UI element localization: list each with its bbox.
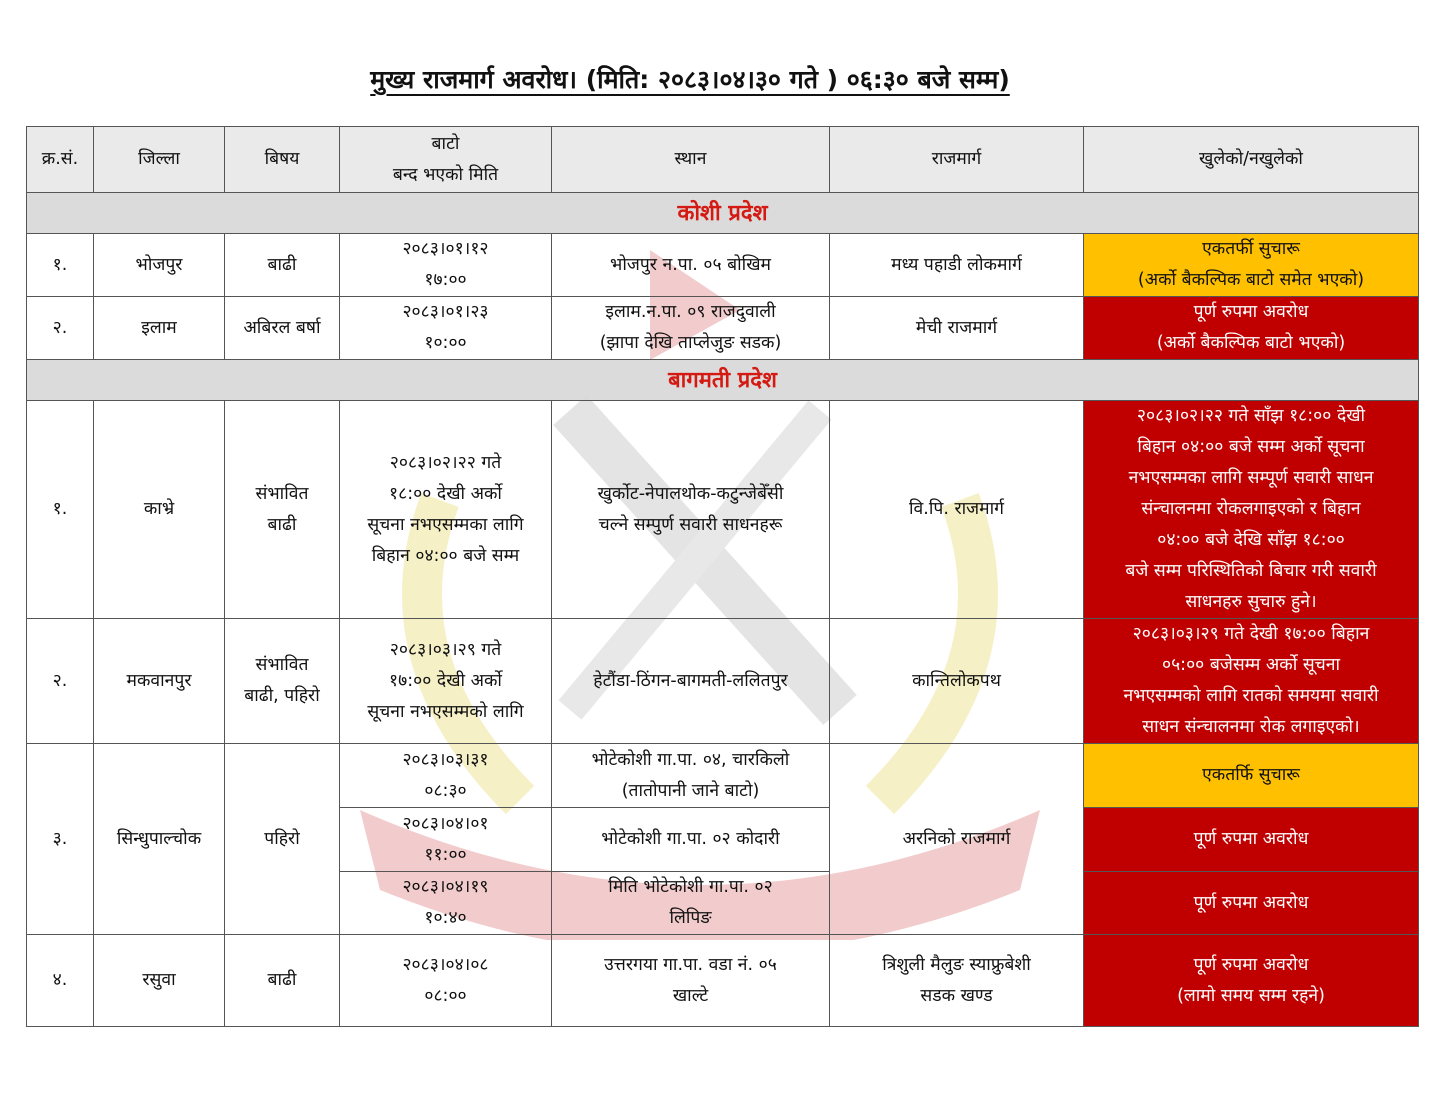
- header-date-line1: बाटो: [431, 133, 460, 154]
- cell-highway-line: सडक खण्ड: [920, 985, 993, 1006]
- cell-location-line: उत्तरगया गा.पा. वडा नं. ०५: [604, 954, 777, 975]
- cell-date: [340, 401, 552, 619]
- cell-location-line: (झापा देखि ताप्लेजुङ सडक): [599, 333, 782, 353]
- table-row: [27, 401, 1419, 619]
- cell-location-line: भोटेकोशी गा.पा. ०४, चारकिलो: [591, 749, 790, 770]
- cell-district: सिन्धुपाल्चोक: [94, 744, 225, 935]
- cell-status-line: बजे सम्म परिस्थितिको बिचार गरी सवारी: [1125, 561, 1377, 581]
- cell-status-line: पूर्ण रुपमा अवरोध: [1193, 302, 1309, 322]
- cell-subject-line: बाढी, पहिरो: [244, 686, 320, 706]
- province-name: कोशी प्रदेश: [27, 193, 1419, 234]
- cell-subject: बाढी: [225, 935, 340, 1027]
- cell-status-line: ०५:०० बजेसम्म अर्को सूचना: [1161, 655, 1341, 675]
- cell-date-line: १०:४०: [424, 908, 467, 928]
- province-name: बागमती प्रदेश: [27, 360, 1419, 401]
- cell-date: [340, 872, 552, 935]
- cell-subject-line: बाढी: [267, 514, 297, 535]
- cell-location: [552, 234, 830, 297]
- cell-district: काभ्रे: [94, 401, 225, 619]
- header-district: जिल्ला: [94, 127, 225, 193]
- cell-status-line: (अर्को बैकल्पिक बाटो समेत भएको): [1137, 270, 1365, 290]
- header-date-line2: बन्द भएको मिति: [392, 164, 499, 185]
- cell-highway-line: कान्तिलोकपथ: [912, 670, 1001, 691]
- cell-subject: [225, 401, 340, 619]
- cell-location: [552, 872, 830, 935]
- cell-status-line: बिहान ०४:०० बजे सम्म अर्को सूचना: [1137, 437, 1365, 457]
- cell-location: [552, 297, 830, 360]
- cell-status-line: ०४:०० बजे देखि साँझ १८:००: [1157, 530, 1345, 550]
- cell-date-line: २०८३।०१।१२: [402, 239, 489, 259]
- cell-status-line: पूर्ण रुपमा अवरोध: [1193, 829, 1309, 849]
- cell-date-line: सूचना नभएसम्मको लागि: [367, 701, 524, 722]
- cell-status-line: एकतर्फी सुचारू: [1202, 239, 1300, 259]
- highway-blockage-table: [26, 126, 1419, 1027]
- cell-status-line: साधन संन्चालनमा रोक लगाइएको।: [1142, 717, 1360, 737]
- cell-location: [552, 619, 830, 744]
- cell-date-line: १७:००: [424, 270, 467, 290]
- cell-location-line: चल्ने सम्पुर्ण सवारी साधनहरू: [598, 514, 783, 535]
- cell-status: [1084, 401, 1419, 619]
- cell-status-line: साधनहरु सुचारु हुने।: [1185, 592, 1317, 612]
- cell-date-line: १८:०० देखी अर्को: [389, 483, 502, 504]
- cell-date: [340, 297, 552, 360]
- cell-status-line: (अर्को बैकल्पिक बाटो भएको): [1156, 333, 1346, 353]
- cell-date-line: २०८३।०४।०८: [402, 954, 489, 975]
- cell-sn: २.: [27, 619, 94, 744]
- cell-status-line: (लामो समय सम्म रहने): [1177, 985, 1325, 1006]
- cell-date-line: ११:००: [424, 844, 467, 865]
- cell-date-line: बिहान ०४:०० बजे सम्म: [371, 545, 520, 566]
- cell-date-line: १०:००: [424, 333, 467, 353]
- header-subject: बिषय: [225, 127, 340, 193]
- cell-highway: [830, 744, 1084, 935]
- cell-highway-line: मध्य पहाडी लोकमार्ग: [891, 254, 1022, 275]
- cell-highway: [830, 297, 1084, 360]
- cell-subject-line: संभावित: [255, 655, 309, 675]
- cell-location-line: भोटेकोशी गा.पा. ०२ कोदारी: [601, 829, 780, 849]
- cell-date: [340, 234, 552, 297]
- cell-location: [552, 401, 830, 619]
- cell-sn: ४.: [27, 935, 94, 1027]
- cell-highway-line: मेची राजमार्ग: [915, 317, 998, 338]
- cell-status: [1084, 808, 1419, 872]
- header-sn: क्र.सं.: [27, 127, 94, 193]
- cell-subject-line: संभावित: [255, 483, 309, 504]
- cell-date: [340, 935, 552, 1027]
- cell-sn: १.: [27, 234, 94, 297]
- cell-highway-line: वि.पि. राजमार्ग: [909, 499, 1004, 519]
- cell-status-line: २०८३।०२।२२ गते साँझ १८:०० देखी: [1136, 406, 1366, 426]
- table-row: [27, 744, 1419, 808]
- table-row: [27, 935, 1419, 1027]
- cell-location: [552, 744, 830, 808]
- cell-status: [1084, 935, 1419, 1027]
- cell-date: [340, 619, 552, 744]
- cell-district: इलाम: [94, 297, 225, 360]
- cell-location-line: खुर्कोट-नेपालथोक-कटुन्जेबेँसी: [597, 483, 784, 504]
- cell-date-line: ०८:३०: [424, 780, 467, 801]
- cell-highway-line: त्रिशुली मैलुङ स्याफ्रुबेशी: [882, 954, 1031, 975]
- cell-location-line: भोजपुर न.पा. ०५ बोखिम: [610, 254, 771, 275]
- cell-district: मकवानपुर: [94, 619, 225, 744]
- cell-location-line: हेटौंडा-ठिंगन-बागमती-ललितपुर: [593, 670, 788, 691]
- header-location: स्थान: [552, 127, 830, 193]
- cell-subject: पहिरो: [225, 744, 340, 935]
- header-status: खुलेको/नखुलेको: [1084, 127, 1419, 193]
- cell-subject: अबिरल बर्षा: [225, 297, 340, 360]
- cell-location-line: (तातोपानी जाने बाटो): [621, 780, 760, 801]
- cell-highway: [830, 935, 1084, 1027]
- cell-highway: [830, 401, 1084, 619]
- cell-date: [340, 744, 552, 808]
- cell-location-line: खाल्टे: [672, 985, 709, 1006]
- cell-date: [340, 808, 552, 872]
- cell-date-line: २०८३।०३।३१: [402, 749, 489, 770]
- table-row: [27, 619, 1419, 744]
- table-row: [27, 297, 1419, 360]
- cell-district: रसुवा: [94, 935, 225, 1027]
- province-row: [27, 193, 1419, 234]
- cell-date-line: १७:०० देखी अर्को: [389, 670, 502, 691]
- cell-date-line: २०८३।०१।२३: [402, 302, 489, 322]
- cell-location-line: मिति भोटेकोशी गा.पा. ०२: [608, 877, 773, 897]
- cell-status: [1084, 297, 1419, 360]
- cell-highway-line: अरनिको राजमार्ग: [902, 828, 1011, 849]
- cell-status: [1084, 872, 1419, 935]
- cell-date-line: २०८३।०३।२९ गते: [389, 639, 502, 660]
- cell-status: [1084, 619, 1419, 744]
- cell-status-line: नभएसम्मका लागि सम्पूर्ण सवारी साधन: [1128, 468, 1374, 488]
- cell-subject: [225, 619, 340, 744]
- cell-status-line: नभएसम्मको लागि रातको समयमा सवारी: [1123, 686, 1379, 706]
- cell-date-line: २०८३।०४।१९: [402, 877, 489, 897]
- cell-status-line: एकतर्फि सुचारू: [1202, 765, 1300, 785]
- cell-status-line: संन्चालनमा रोकलगाइएको र बिहान: [1141, 499, 1361, 519]
- cell-status: [1084, 234, 1419, 297]
- cell-subject: बाढी: [225, 234, 340, 297]
- cell-sn: १.: [27, 401, 94, 619]
- cell-status-line: २०८३।०३।२९ गते देखी १७:०० बिहान: [1132, 624, 1370, 644]
- table-row: [27, 234, 1419, 297]
- cell-date-line: ०८:००: [424, 985, 467, 1006]
- cell-date-line: २०८३।०४।०१: [402, 813, 489, 834]
- cell-sn: ३.: [27, 744, 94, 935]
- table-header-row: [27, 127, 1419, 193]
- cell-status-line: पूर्ण रुपमा अवरोध: [1193, 892, 1309, 913]
- header-date: [340, 127, 552, 193]
- cell-location: [552, 808, 830, 872]
- cell-location: [552, 935, 830, 1027]
- cell-status-line: पूर्ण रुपमा अवरोध: [1193, 954, 1309, 975]
- province-row: [27, 360, 1419, 401]
- cell-district: भोजपुर: [94, 234, 225, 297]
- cell-highway: [830, 234, 1084, 297]
- cell-location-line: लिपिङ: [669, 908, 712, 928]
- cell-location-line: इलाम.न.पा. ०९ राजदुवाली: [605, 302, 776, 322]
- cell-date-line: २०८३।०२।२२ गते: [389, 452, 502, 473]
- cell-date-line: सूचना नभएसम्मका लागि: [367, 514, 524, 535]
- cell-sn: २.: [27, 297, 94, 360]
- header-highway: राजमार्ग: [830, 127, 1084, 193]
- cell-highway: [830, 619, 1084, 744]
- cell-status: [1084, 744, 1419, 808]
- page-title: मुख्य राजमार्ग अवरोध। (मिति: २०८३।०४।३० गते ) ०६:३० बजे सम्म): [370, 65, 1010, 94]
